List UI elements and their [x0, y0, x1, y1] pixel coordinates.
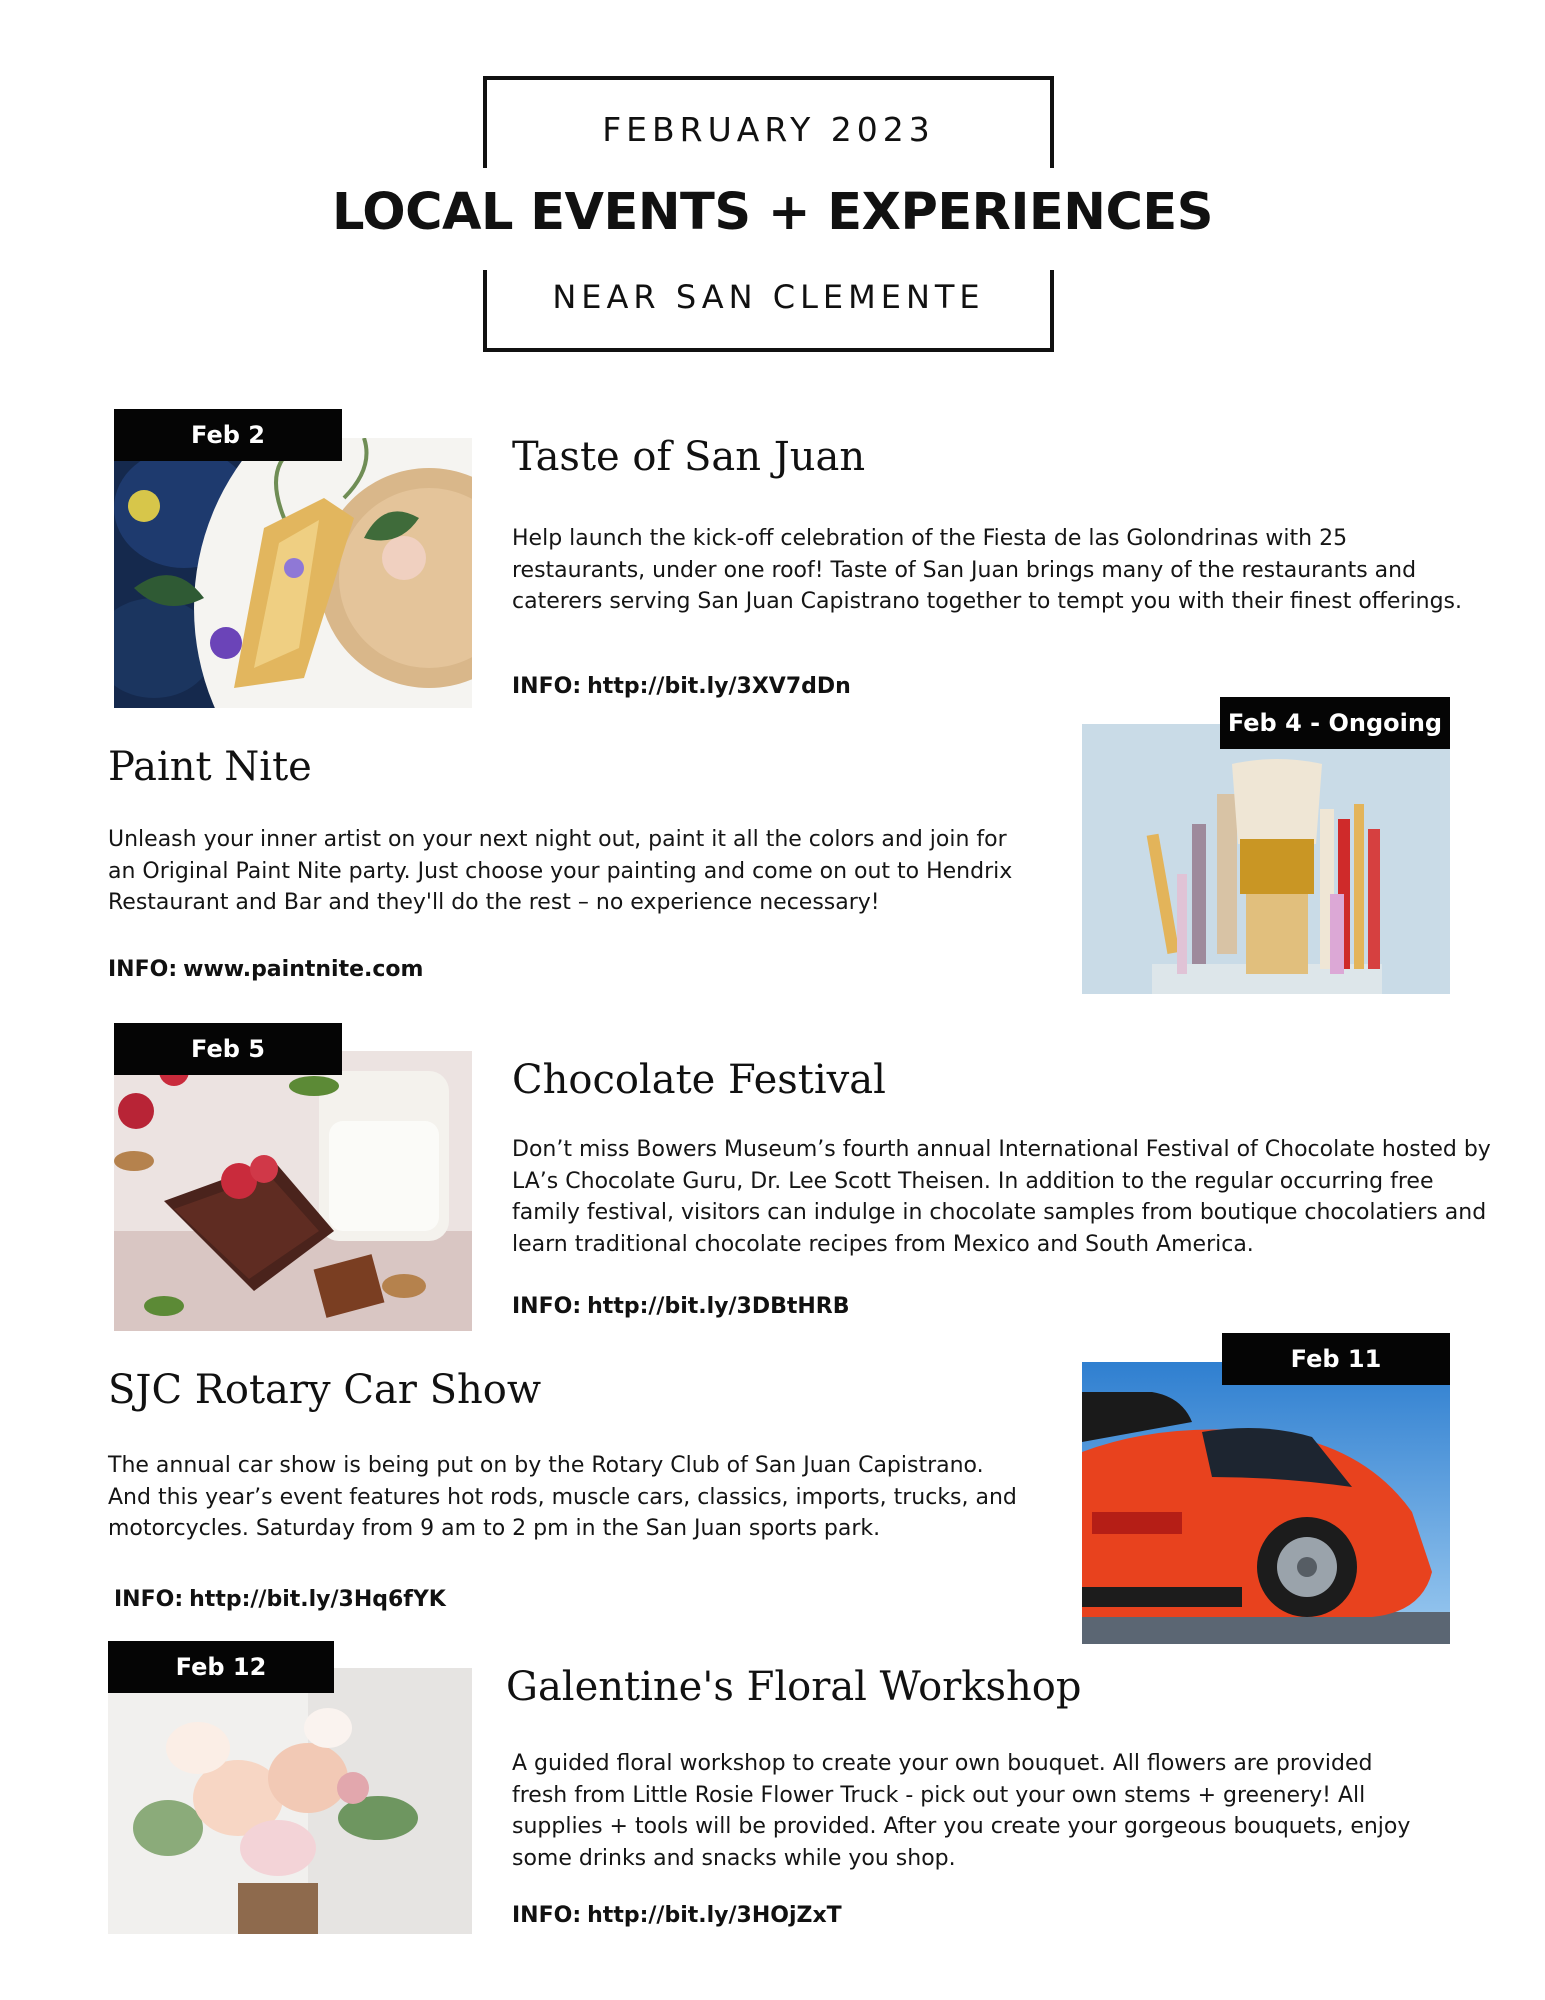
- event-description: Unleash your inner artist on your next night out, paint it all the colors and join for an Original Paint Nite party. Just choose your painting and come on out to Hendrix Restaurant and Bar and they'll do the rest – no experience necessary!: [108, 827, 1013, 915]
- red-sports-car-photo: [1082, 1362, 1450, 1644]
- event-info: [512, 1292, 850, 1322]
- event-description: The annual car show is being put on by the Rotary Club of San Juan Capistrano. And this year’s event features hot rods, muscle cars, classics, imports, trucks, and motorcycles. Saturday from 9 am to 2 pm in the San Juan sports park.: [108, 1453, 1017, 1541]
- info-label: INFO:: [114, 1587, 184, 1612]
- chocolate-cake-milk-photo: [114, 1051, 472, 1331]
- event-info-link[interactable]: http://bit.ly/3DBtHRB: [587, 1294, 850, 1319]
- event-info-link[interactable]: http://bit.ly/3HOjZxT: [587, 1903, 842, 1928]
- flower-bouquet-photo: [108, 1668, 472, 1934]
- info-label: INFO:: [512, 1294, 582, 1319]
- paint-brushes-photo: [1082, 724, 1450, 994]
- gourmet-dish-photo: [114, 438, 472, 708]
- header-subtitle: NEAR SAN CLEMENTE: [552, 278, 985, 316]
- info-label: INFO:: [512, 674, 582, 699]
- event-description: A guided floral workshop to create your own bouquet. All flowers are provided fresh from Little Rosie Flower Truck - pick out your own stems + greenery! All supplies + tools will be provided. After you create your gorgeous bouquets, enjoy some drinks and snacks while you shop.: [512, 1751, 1411, 1871]
- event-date-badge: Feb 11: [1222, 1333, 1450, 1385]
- page-title: LOCAL EVENTS + EXPERIENCES: [330, 178, 1215, 248]
- event-info-link[interactable]: http://bit.ly/3Hq6fYK: [189, 1587, 446, 1612]
- info-label: INFO:: [108, 957, 178, 982]
- info-label: INFO:: [512, 1903, 582, 1928]
- event-title: Taste of San Juan: [512, 434, 866, 480]
- header-month: FEBRUARY 2023: [602, 110, 935, 149]
- event-info-link[interactable]: www.paintnite.com: [183, 957, 424, 982]
- event-title: SJC Rotary Car Show: [108, 1367, 542, 1413]
- event-info-link[interactable]: http://bit.ly/3XV7dDn: [587, 674, 851, 699]
- event-date-badge: Feb 5: [114, 1023, 342, 1075]
- event-title: Chocolate Festival: [512, 1057, 886, 1103]
- event-info: [114, 1585, 446, 1615]
- event-info: [108, 955, 423, 985]
- event-title: Paint Nite: [108, 744, 312, 790]
- event-date-badge: Feb 2: [114, 409, 342, 461]
- event-info: [512, 1901, 842, 1931]
- event-description: Help launch the kick-off celebration of the Fiesta de las Golondrinas with 25 restaurants, under one roof! Taste of San Juan brings many of the restaurants and caterers serving San Juan Capistrano together to tempt you with their finest offerings.: [512, 526, 1462, 614]
- event-date-badge: Feb 12: [108, 1641, 334, 1693]
- event-title: Galentine's Floral Workshop: [506, 1664, 1082, 1710]
- event-info: [512, 672, 851, 702]
- event-date-badge: Feb 4 - Ongoing: [1220, 697, 1450, 749]
- event-description: Don’t miss Bowers Museum’s fourth annual International Festival of Chocolate hosted by LA’s Chocolate Guru, Dr. Lee Scott Theisen. In addition to the regular occurring free family festival, visitors can indulge in chocolate samples from boutique chocolatiers and learn traditional chocolate recipes from Mexico and South America.: [512, 1137, 1491, 1257]
